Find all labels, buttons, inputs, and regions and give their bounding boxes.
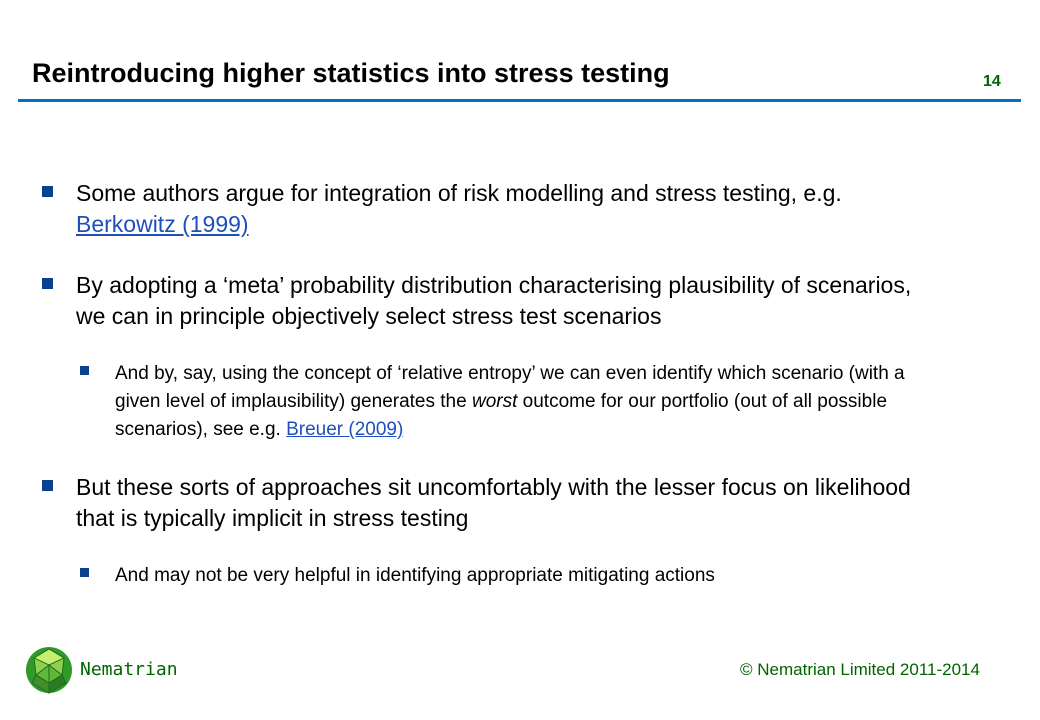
berkowitz-link[interactable]: Berkowitz (1999) — [76, 211, 249, 237]
bullet-text-body: Some authors argue for integration of risk modelling and stress testing, e.g. — [76, 180, 842, 206]
square-bullet-icon — [42, 186, 53, 197]
footer-copyright: © Nematrian Limited 2011-2014 — [740, 660, 980, 679]
bullet-text — [76, 178, 946, 240]
sub-bullet-text: And may not be very helpful in identifying appropriate mitigating actions — [115, 565, 715, 586]
bullet-text: But these sorts of approaches sit uncomfortably with the lesser focus on likelihood that is typically implicit in stress testing — [76, 474, 911, 531]
sub-bullet-text-pre: And by, say, using the concept of ‘relative entropy’ we can even identify which scenario (with a given level of implausibility) generates the — [115, 363, 905, 412]
nematrian-logo-icon — [24, 645, 74, 695]
square-bullet-icon — [80, 568, 89, 577]
footer-brand: Nematrian — [80, 659, 178, 680]
slide-number: 14 — [983, 73, 1001, 90]
square-bullet-icon — [80, 366, 89, 375]
title-divider — [18, 99, 1021, 102]
slide-title: Reintroducing higher statistics into stress testing — [32, 58, 670, 88]
sub-bullet-text — [115, 360, 955, 444]
bullet-text: By adopting a ‘meta’ probability distribution characterising plausibility of scenarios, we can in principle objectively select stress test scenarios — [76, 272, 912, 329]
breuer-link[interactable]: Breuer (2009) — [286, 419, 404, 440]
sub-bullet-text-post: outcome for our portfolio (out of all possible scenarios), see e.g. — [115, 391, 888, 440]
emphasis-word: worst — [471, 391, 518, 412]
square-bullet-icon — [42, 480, 53, 491]
square-bullet-icon — [42, 278, 53, 289]
